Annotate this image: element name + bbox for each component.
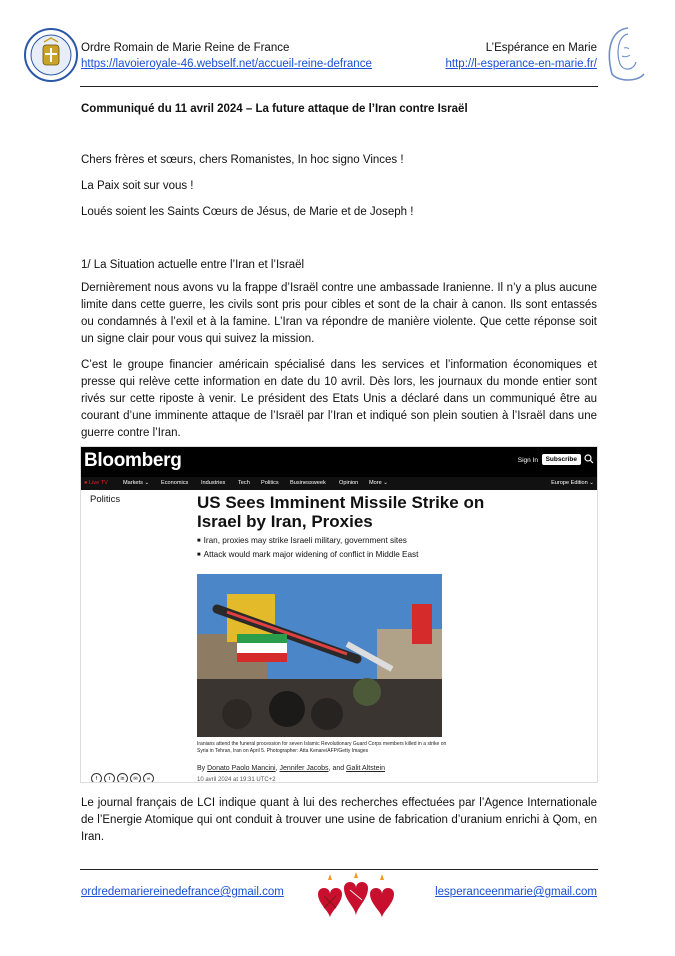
nav-live-tv[interactable]: ● Live TV — [84, 480, 108, 486]
author-link[interactable]: Donato Paolo Mancini — [207, 765, 276, 772]
virgin-mary-logo — [598, 24, 658, 86]
bloomberg-topbar — [81, 447, 597, 477]
nav-economics[interactable]: Economics — [161, 480, 189, 486]
edition-select[interactable]: Europe Edition ⌄ — [551, 480, 594, 486]
page-title: Communiqué du 11 avril 2024 – La future attaque de l’Iran contre Israël — [81, 103, 468, 115]
authors-separator: , — [275, 765, 278, 772]
linkedin-icon[interactable]: in — [117, 773, 128, 783]
ordre-romain-logo — [24, 28, 78, 82]
authors-and: and — [332, 765, 345, 772]
article-photo — [197, 574, 442, 737]
article-bullet-2: ■ Attack would mark major widening of conflict in Middle East — [197, 550, 418, 559]
nav-more[interactable]: More ⌄ — [369, 480, 388, 486]
bloomberg-screenshot — [80, 446, 598, 783]
org-name-right: L’Espérance en Marie — [485, 42, 597, 54]
paragraph-2: C’est le groupe financier américain spécialisé dans les services et l’information économiques et presse qui relève cette information en date du 10 avril. Dès lors, les journaux du monde entier sont rivés sur cette riposte à venir. Le président des Etats Unis a déclaré dans un communiqué être au courant d’une imminente attaque de l’Israël par l’Iran et indiqué son plein soutien à l’Israël dans une guerre contre l’Iran. — [81, 359, 597, 439]
sacred-hearts-icon — [306, 872, 402, 926]
link-icon[interactable]: ∞ — [143, 773, 154, 783]
article-authors — [197, 765, 385, 772]
author-link[interactable]: Galit Altstein — [346, 765, 386, 772]
photo-caption: Iranians attend the funeral procession for seven Islamic Revolutionary Guard Corps members killed in a strike on Syria in Tehran, Iran on April 5. Photographer: Atta Kenare/AFP/Getty Images — [197, 741, 447, 754]
email-icon[interactable]: ✉ — [130, 773, 141, 783]
nav-businessweek[interactable]: Businessweek — [290, 480, 326, 486]
nav-industries[interactable]: Industries — [201, 480, 226, 486]
facebook-icon[interactable]: f — [91, 773, 102, 783]
sign-in-link[interactable]: Sign In — [517, 457, 538, 464]
paragraph-1: Dernièrement nous avons vu la frappe d’Israël contre une ambassade Iranienne. Il n’y a plus aucune limite dans cette guerre, les civils sont pris pour cibles et sont de la chair à canon. Ils sont entassés ou condamnés à l’exil et à la famine. L’Iran va répondre de manière violente. Que cette réponse soit un signe clair pour vous qui suivez la mission. — [81, 282, 597, 345]
website-link-left[interactable]: https://lavoieroyale-46.webself.net/accueil-reine-defrance — [81, 58, 372, 70]
authors-prefix: By — [197, 765, 206, 772]
subscribe-button[interactable]: Subscribe — [542, 454, 581, 465]
org-name-left: Ordre Romain de Marie Reine de France — [81, 42, 290, 54]
header-right — [446, 40, 597, 72]
nav-tech[interactable]: Tech — [238, 480, 250, 486]
author-link[interactable]: Jennifer Jacobs — [279, 765, 329, 772]
footer-rule — [80, 869, 598, 870]
website-link-right[interactable]: http://l-esperance-en-marie.fr/ — [445, 58, 597, 70]
greeting-3: Loués soient les Saints Cœurs de Jésus, de Marie et de Joseph ! — [81, 206, 414, 218]
greeting-1: Chers frères et sœurs, chers Romanistes, In hoc signo Vinces ! — [81, 154, 404, 166]
paragraph-3: Le journal français de LCI indique quant à lui des recherches effectuées par l’Agence Internationale de l’Energie Atomique qui ont conduit à trouver une usine de fabrication d’uranium enrichi à Qom, en Iran. — [81, 797, 597, 843]
bloomberg-nav — [81, 477, 597, 490]
greeting-2: La Paix soit sur vous ! — [81, 180, 194, 192]
bloomberg-logo: Bloomberg — [84, 450, 182, 471]
article-date: 10 avril 2024 at 19:31 UTC+2 — [197, 777, 276, 783]
search-icon[interactable] — [584, 454, 594, 464]
nav-opinion[interactable]: Opinion — [339, 480, 359, 486]
article-bullet-1: ■ Iran, proxies may strike Israeli military, government sites — [197, 536, 407, 545]
nav-markets[interactable]: Markets ⌄ — [123, 480, 150, 486]
social-share-bar — [91, 767, 156, 783]
twitter-icon[interactable]: t — [104, 773, 115, 783]
header-left — [81, 40, 372, 72]
section-heading: 1/ La Situation actuelle entre l’Iran et l’Israël — [81, 259, 305, 271]
email-link-left[interactable]: ordredemariereinedefrance@gmail.com — [81, 886, 284, 898]
nav-politics[interactable]: Politics — [261, 480, 279, 486]
header-rule — [80, 86, 598, 87]
email-link-right[interactable]: lesperanceenmarie@gmail.com — [435, 886, 597, 898]
authors-separator: , — [328, 765, 331, 772]
article-category[interactable]: Politics — [90, 494, 121, 505]
article-headline: US Sees Imminent Missile Strike on Israel by Iran, Proxies — [197, 493, 485, 531]
